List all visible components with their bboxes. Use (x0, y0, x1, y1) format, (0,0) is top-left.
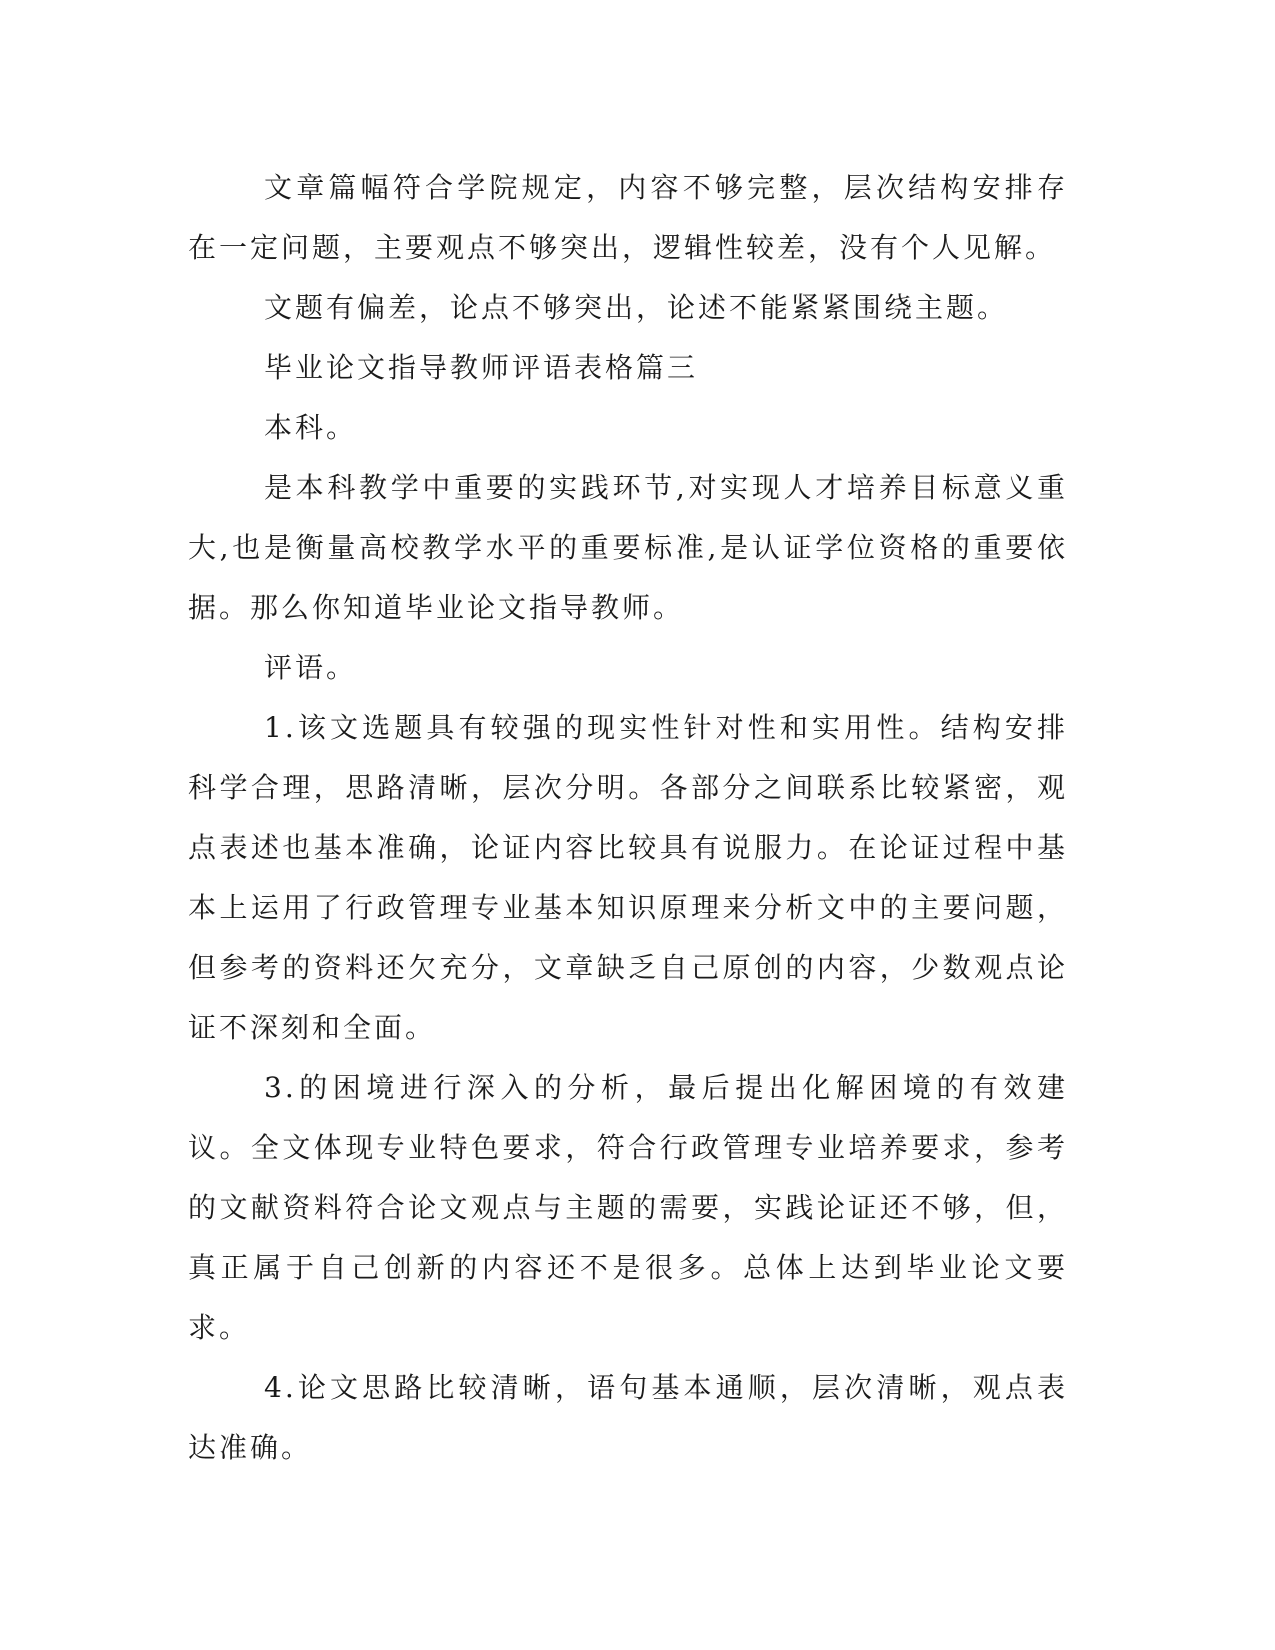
section-heading: 毕业论文指导教师评语表格篇三 (264, 351, 699, 384)
comment-3: 3.的困境进行深入的分析，最后提出化解困境的有效建议。全文体现专业特色要求，符合行政管理专业培养要求，参考的文献资料符合论文观点与主题的需要，实践论证还不够，但，真正属于自己创新的内容还不是很多。总体上达到毕业论文要求。 (188, 1071, 1068, 1344)
document-body (188, 158, 1068, 1478)
paragraph-6: 评语。 (264, 651, 358, 684)
comment-1: 1.该文选题具有较强的现实性针对性和实用性。结构安排科学合理，思路清晰，层次分明。各部分之间联系比较紧密，观点表述也基本准确，论证内容比较具有说服力。在论证过程中基本上运用了行政管理专业基本知识原理来分析文中的主要问题，但参考的资料还欠充分，文章缺乏自己原创的内容，少数观点论证不深刻和全面。 (188, 711, 1068, 1044)
comment-4: 4.论文思路比较清晰，语句基本通顺，层次清晰，观点表达准确。 (188, 1371, 1068, 1464)
paragraph-1: 文章篇幅符合学院规定，内容不够完整，层次结构安排存在一定问题，主要观点不够突出，逻辑性较差，没有个人见解。 (188, 171, 1068, 264)
paragraph-4: 本科。 (264, 411, 358, 444)
paragraph-2: 文题有偏差，论点不够突出，论述不能紧紧围绕主题。 (264, 291, 1009, 324)
paragraph-5: 是本科教学中重要的实践环节,对实现人才培养目标意义重大,也是衡量高校教学水平的重要标准,是认证学位资格的重要依据。那么你知道毕业论文指导教师。 (188, 471, 1068, 624)
